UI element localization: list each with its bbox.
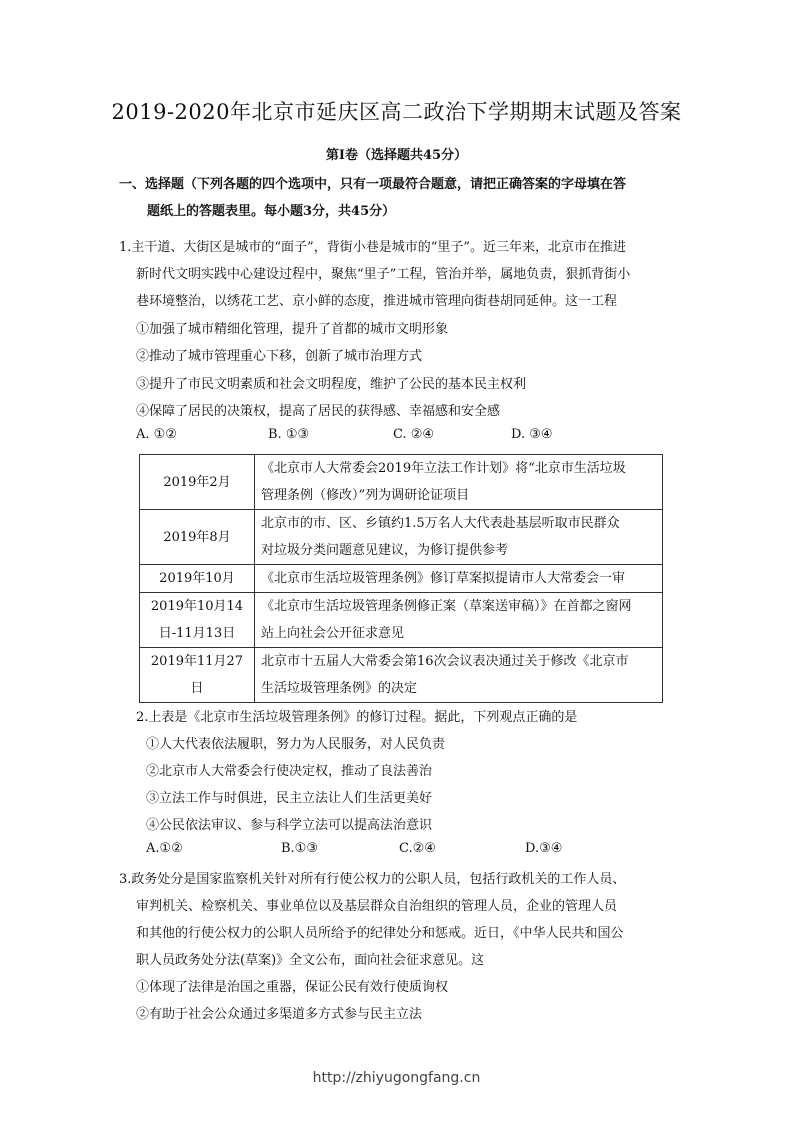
table-row: [140, 565, 663, 593]
table-row: [140, 510, 663, 565]
q3-stem-line: 审判机关、检察机关、事业单位以及基层群众自治组织的管理人员，企业的管理人员: [136, 899, 618, 914]
q1-stem-line: 1.主干道、大街区是城市的“面子”，背街小巷是城市的“里子”。近三年来，北京市在推进: [119, 240, 626, 255]
table-date-cell: 2019年10月: [140, 565, 255, 593]
q2-option-a: A.①②: [146, 841, 183, 856]
q2-stem: 2.上表是《北京市生活垃圾管理条例》的修订过程。据此，下列观点正确的是: [136, 710, 578, 725]
q2-item: ④公民依法审议、参与科学立法可以提高法治意识: [146, 818, 433, 833]
table-event-cell: 《北京市生活垃圾管理条例》修订草案拟提请市人大常委会一审: [255, 565, 663, 593]
section-instructions: [119, 171, 679, 225]
table-event-cell: 《北京市生活垃圾管理条例修正案（草案送审稿）》在首都之窗网 站上向社会公开征求意见: [255, 593, 663, 648]
q3-item: ②有助于社会公众通过多渠道多方式参与民主立法: [136, 1007, 423, 1022]
table-row: [140, 593, 663, 648]
q1-item: ③提升了市民文明素质和社会文明程度，维护了公民的基本民主权利: [136, 377, 527, 392]
table-event-cell: 北京市的市、区、乡镇约1.5万名人大代表赴基层听取市民群众 对垃圾分类问题意见建议，为修订提供参考: [255, 510, 663, 565]
table-row: [140, 648, 663, 703]
section-instructions-line: 题纸上的答题表里。每小题3分，共45分）: [147, 204, 396, 219]
q2-option-c: C.②④: [399, 841, 436, 856]
table-event-cell: 《北京市人大常委会2019年立法工作计划》将“北京市生活垃圾 管理条例（修改）”列为调研论证项目: [255, 455, 663, 510]
q1-stem-line: 巷环境整治，以绣花工艺、京小鲜的态度，推进城市管理向街巷胡同延伸。这一工程: [136, 294, 618, 309]
q2-option-b: B.①③: [281, 841, 318, 856]
q3-stem-line: 和其他的行使公权力的公职人员所给予的纪律处分和惩戒。近日，《中华人民共和国公: [136, 926, 624, 941]
q2-option-d: D.③④: [525, 841, 563, 856]
table-row: [140, 455, 663, 510]
legislation-timeline-table: [139, 454, 663, 703]
q1-stem-line: 新时代文明实践中心建设过程中，聚焦“里子”工程，管治并举，属地负责，狠抓背街小: [136, 267, 631, 282]
q3-stem-line: 职人员政务处分法(草案)》全文公布，面向社会征求意见。这: [136, 953, 485, 968]
table-date-cell: 2019年11月27 日: [140, 648, 255, 703]
table-date-cell: 2019年8月: [140, 510, 255, 565]
table-event-cell: 北京市十五届人大常委会第16次会议表决通过关于修改《北京市 生活垃圾管理条例》的决定: [255, 648, 663, 703]
table-date-cell: 2019年10月14 日-11月13日: [140, 593, 255, 648]
q2-item: ①人大代表依法履职，努力为人民服务，对人民负责: [146, 737, 446, 752]
q2-item: ②北京市人大常委会行使决定权，推动了良法善治: [146, 764, 433, 779]
q1-option-a: A. ①②: [136, 427, 177, 442]
q2-item: ③立法工作与时俱进，民主立法让人们生活更美好: [146, 791, 433, 806]
q1-option-b: B. ①③: [268, 427, 310, 442]
q1-item: ①加强了城市精细化管理，提升了首都的城市文明形象: [136, 322, 449, 337]
q1-option-d: D. ③④: [511, 427, 553, 442]
q3-item: ①体现了法律是治国之重器，保证公民有效行使质询权: [136, 980, 449, 995]
q1-item: ④保障了居民的决策权，提高了居民的获得感、幸福感和安全感: [136, 404, 501, 419]
q1-item: ②推动了城市管理重心下移，创新了城市治理方式: [136, 349, 423, 364]
part-heading: 第Ⅰ卷（选择题共45分）: [325, 148, 468, 163]
footer-url: http://zhiyugongfang.cn: [312, 1070, 481, 1086]
q3-stem-line: 3.政务处分是国家监察机关针对所有行使公权力的公职人员，包括行政机关的工作人员、: [119, 872, 626, 887]
q1-option-c: C. ②④: [393, 427, 435, 442]
document-title: 2019-2020年北京市延庆区高二政治下学期期末试题及答案: [111, 100, 682, 124]
section-instructions-line: 一、选择题（下列各题的四个选项中，只有一项最符合题意，请把正确答案的字母填在答: [119, 177, 627, 192]
table-date-cell: 2019年2月: [140, 455, 255, 510]
